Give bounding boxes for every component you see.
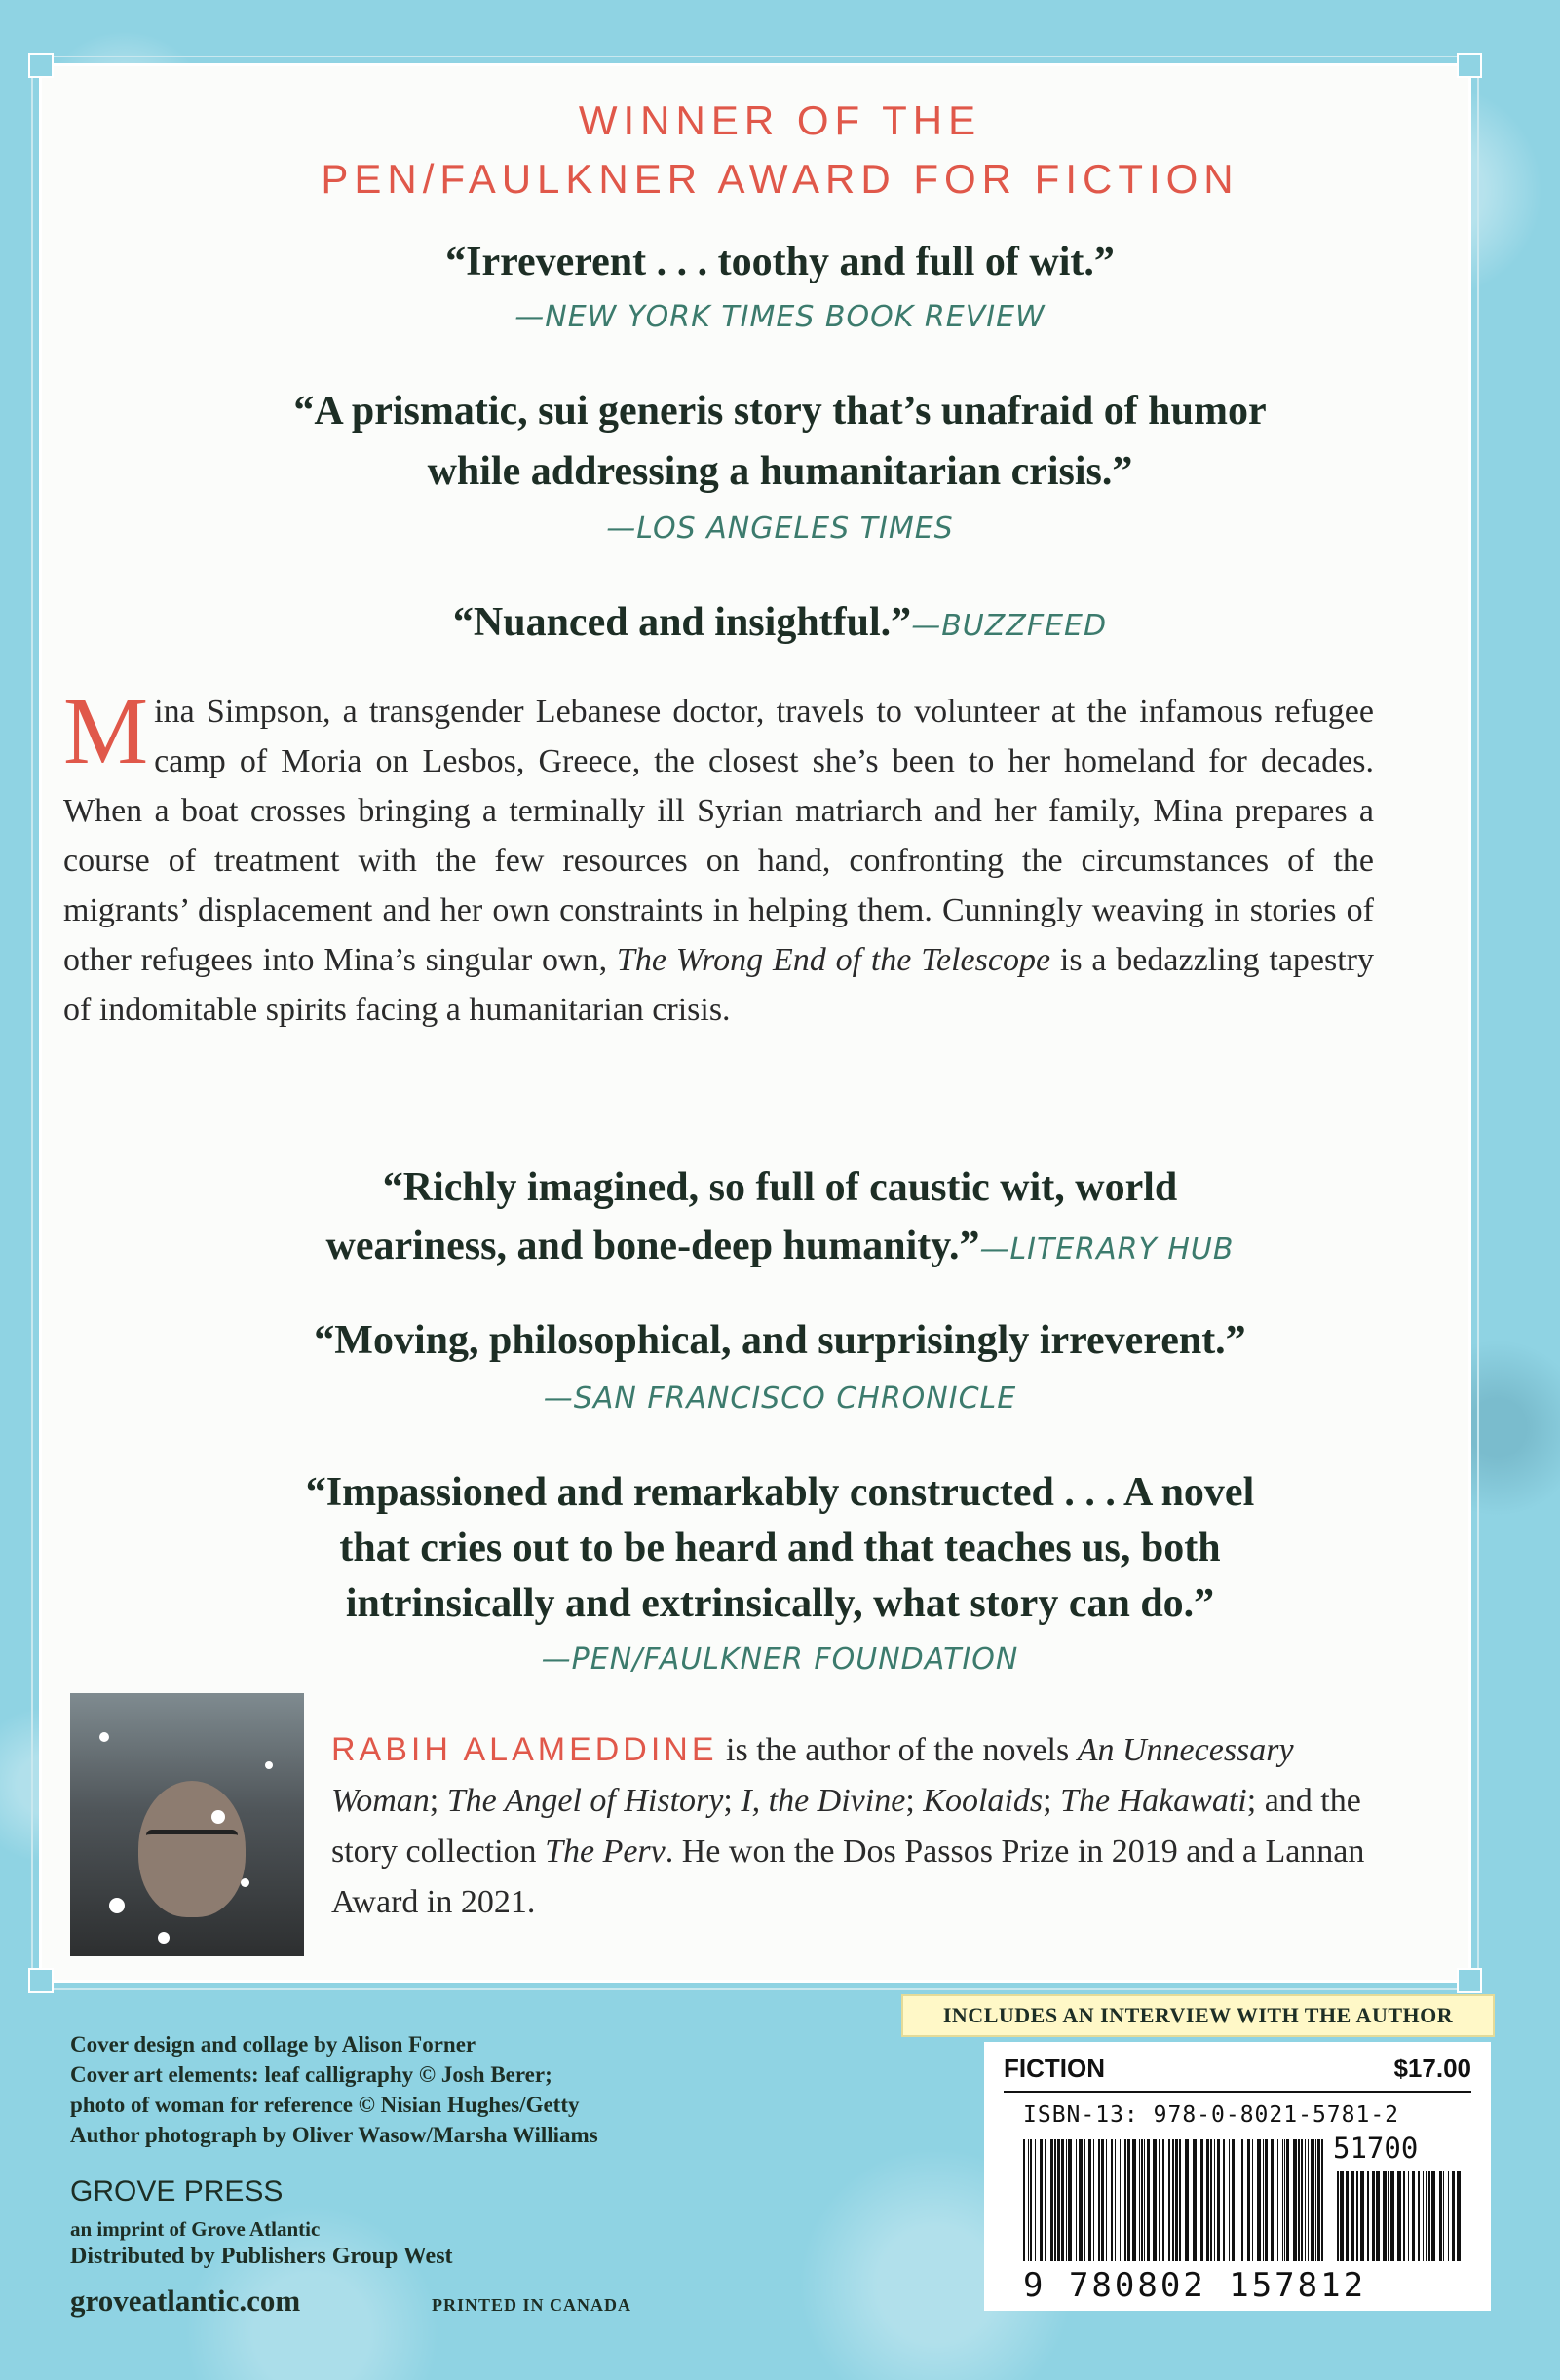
interview-badge: INCLUDES AN INTERVIEW WITH THE AUTHOR: [901, 1994, 1495, 2037]
drop-cap: M: [63, 679, 149, 784]
barcode-bar: [1200, 2139, 1203, 2261]
award-line-2: PEN/FAULKNER AWARD FOR FICTION: [321, 156, 1239, 202]
price-barcode-graphic: [1337, 2171, 1464, 2261]
bio-text: ; and the story collection: [331, 1783, 1361, 1870]
barcode-bar: [1040, 2139, 1043, 2261]
barcode-bar: [1079, 2139, 1083, 2261]
distributor: Distributed by Publishers Group West: [70, 2244, 453, 2269]
barcode-bar: [1179, 2139, 1181, 2261]
barcode-bar: [1214, 2139, 1215, 2261]
barcode-bar: [1035, 2139, 1036, 2261]
barcode-bar: [1141, 2139, 1143, 2261]
barcode-label: [984, 2042, 1491, 2311]
quote-source: —SAN FRANCISCO CHRONICLE: [543, 1381, 1017, 1416]
book-title: Koolaids: [923, 1783, 1044, 1819]
barcode-bar: [1050, 2139, 1053, 2261]
barcode-bar: [1367, 2171, 1369, 2261]
barcode-bar: [1084, 2139, 1085, 2261]
barcode-bar: [1210, 2139, 1212, 2261]
quote-source: —BUZZFEED: [911, 609, 1108, 643]
barcode-bar: [1284, 2139, 1285, 2261]
barcode-bar: [1124, 2139, 1126, 2261]
isbn: ISBN-13: 978-0-8021-5781-2: [1023, 2102, 1400, 2128]
barcode-bar: [1223, 2139, 1225, 2261]
bio-text: is the author of the novels: [717, 1732, 1078, 1768]
quote-source: —LITERARY HUB: [979, 1232, 1235, 1266]
barcode-bar: [1175, 2139, 1178, 2261]
barcode-bar: [1360, 2171, 1364, 2261]
barcode-bar: [1206, 2139, 1209, 2261]
barcode-bar: [1315, 2139, 1316, 2261]
quote-inline: [0, 1218, 1560, 1278]
quote-source: —LOS ANGELES TIMES: [606, 511, 954, 546]
barcode-bar: [1153, 2139, 1157, 2261]
bio-text: ;: [1043, 1783, 1061, 1819]
barcode-bar: [1147, 2139, 1150, 2261]
barcode-bar: [1448, 2171, 1449, 2261]
barcode-bar: [1111, 2139, 1113, 2261]
barcode-bar: [1397, 2171, 1401, 2261]
barcode-bar: [1311, 2139, 1314, 2261]
photo-light-dot: [99, 1732, 109, 1742]
barcode-bar: [1061, 2139, 1064, 2261]
book-title: The Wrong End of the Telescope: [616, 942, 1051, 978]
publisher-imprint: an imprint of Grove Atlantic: [70, 2217, 321, 2241]
barcode-bar: [1418, 2171, 1420, 2261]
barcode-bar: [1457, 2171, 1461, 2261]
barcode-bar: [1088, 2139, 1091, 2261]
barcode-bar: [1383, 2171, 1387, 2261]
description-text: ina Simpson, a transgender Lebanese doctor, travels to volunteer at the infamous refugee camp of Moria on Lesbos, Greece, the closest she’s been to her homeland for decades. When a boat crosses bringing a terminally ill Syrian matriarch and her family, Mina prepares a course of treatment with the few resources on hand, confronting the circumstances of the migrants’ displacement and her own constraints in helping them. Cunningly weaving in stories of other refugees into Mina’s singular own,: [63, 694, 1374, 978]
barcode-bar: [1120, 2139, 1121, 2261]
barcode-bar: [1452, 2171, 1455, 2261]
price-code: 51700: [1333, 2132, 1419, 2165]
quote-source: —PEN/FAULKNER FOUNDATION: [541, 1643, 1019, 1677]
barcode-bar: [1301, 2139, 1303, 2261]
barcode-bar: [1412, 2171, 1415, 2261]
author-bio: [331, 1724, 1384, 1928]
printed-in: PRINTED IN CANADA: [432, 2295, 632, 2315]
barcode-bar: [1308, 2139, 1309, 2261]
barcode-bar: [1340, 2171, 1344, 2261]
barcode-bar: [1229, 2139, 1230, 2261]
barcode-bar: [1232, 2139, 1235, 2261]
author-name: RABIH ALAMEDDINE: [331, 1731, 718, 1768]
book-title: The Perv: [545, 1833, 666, 1870]
barcode-bar: [1423, 2171, 1424, 2261]
barcode-bar: [1337, 2171, 1339, 2261]
book-title: The Hakawati: [1060, 1783, 1247, 1819]
barcode-bar: [1252, 2139, 1253, 2261]
barcode-bar: [1321, 2139, 1323, 2261]
quote-text: “Impassioned and remarkably constructed . . . A novel: [305, 1470, 1255, 1515]
barcode-bar: [1403, 2171, 1405, 2261]
barcode-bar: [1376, 2171, 1380, 2261]
barcode-bar: [1127, 2139, 1130, 2261]
quote-text: “Moving, philosophical, and surprisingly irreverent.”: [314, 1318, 1246, 1363]
barcode-bar: [1426, 2171, 1427, 2261]
quote-source: —NEW YORK TIMES BOOK REVIEW: [514, 300, 1046, 334]
barcode-bar: [1172, 2139, 1174, 2261]
barcode-bar: [1263, 2139, 1264, 2261]
barcode-bar: [1132, 2139, 1136, 2261]
cover-credits: [70, 2029, 947, 2150]
barcode-bar: [1185, 2139, 1189, 2261]
description-text: is a bedazzling tapestry of indomitable spirits facing a humanitarian crisis.: [63, 942, 1375, 1028]
photo-light-dot: [211, 1810, 225, 1824]
quote-text: “A prismatic, sui generis story that’s unafraid of humor: [293, 389, 1267, 434]
book-description: [63, 679, 1375, 1035]
barcode-bar: [1054, 2139, 1056, 2261]
barcode-bar: [1193, 2139, 1197, 2261]
barcode-bar: [1115, 2139, 1116, 2261]
divider: [1004, 2091, 1471, 2093]
quote-text: while addressing a humanitarian crisis.”: [427, 449, 1133, 494]
bio-text: ;: [429, 1783, 447, 1819]
barcode-bar: [1162, 2139, 1164, 2261]
price: $17.00: [1393, 2054, 1471, 2083]
barcode-graphic: [1023, 2139, 1327, 2261]
bio-text: ;: [905, 1783, 924, 1819]
quote-inline: [0, 594, 1560, 655]
book-title: An Unnecessary Woman: [331, 1732, 1294, 1819]
credit-line: Author photograph by Oliver Wasow/Marsha Williams: [70, 2123, 598, 2147]
photo-light-dot: [109, 1898, 125, 1913]
barcode-bar: [1068, 2139, 1072, 2261]
barcode-bar: [1428, 2171, 1430, 2261]
category: FICTION: [1004, 2054, 1105, 2083]
barcode-bar: [1431, 2171, 1435, 2261]
author-glasses: [146, 1830, 238, 1856]
credit-line: photo of woman for reference © Nisian Hughes/Getty: [70, 2093, 580, 2117]
credit-line: Cover design and collage by Alison Forner: [70, 2032, 476, 2057]
quote-text: intrinsically and extrinsically, what story can do.”: [345, 1581, 1215, 1626]
barcode-bar: [1277, 2139, 1278, 2261]
photo-light-dot: [158, 1932, 170, 1944]
barcode-bar: [1317, 2139, 1320, 2261]
corner-ornament: [28, 1968, 54, 1993]
barcode-bar: [1098, 2139, 1100, 2261]
barcode-bar: [1093, 2139, 1094, 2261]
barcode-bar: [1372, 2171, 1375, 2261]
barcode-bar: [1139, 2139, 1140, 2261]
photo-light-dot: [265, 1761, 273, 1769]
bio-text: ;: [723, 1783, 742, 1819]
quote-text: “Nuanced and insightful.”: [452, 600, 912, 645]
barcode-bar: [1439, 2171, 1442, 2261]
barcode-bar: [1356, 2171, 1358, 2261]
barcode-bar: [1076, 2139, 1077, 2261]
credit-line: Cover art elements: leaf calligraphy © Josh Berer;: [70, 2062, 552, 2087]
book-title: I, the Divine: [741, 1783, 906, 1819]
barcode-bar: [1265, 2139, 1268, 2261]
barcode-bar: [1305, 2139, 1306, 2261]
barcode-bar: [1159, 2139, 1160, 2261]
barcode-bar: [1346, 2171, 1349, 2261]
barcode-bar: [1023, 2139, 1025, 2261]
barcode-bar: [1388, 2171, 1389, 2261]
barcode-bar: [1101, 2139, 1104, 2261]
publisher-name: GROVE PRESS: [70, 2175, 284, 2208]
barcode-bar: [1293, 2139, 1297, 2261]
barcode-bar: [1282, 2139, 1283, 2261]
barcode-bar: [1057, 2139, 1060, 2261]
publisher-website: groveatlantic.com: [70, 2284, 301, 2318]
barcode-bar: [1351, 2171, 1354, 2261]
author-photo: [70, 1693, 304, 1956]
quote-text: “Richly imagined, so full of caustic wit, world: [382, 1165, 1178, 1210]
barcode-bar: [1443, 2171, 1444, 2261]
barcode-bar: [1066, 2139, 1067, 2261]
bio-text: . He won the Dos Passos Prize in 2019 and a Lannan Award in 2021.: [331, 1833, 1365, 1920]
ean-number: 9 780802 157812: [1023, 2266, 1367, 2305]
barcode-bar: [1144, 2139, 1145, 2261]
barcode-bar: [1247, 2139, 1250, 2261]
barcode-bar: [1028, 2139, 1029, 2261]
barcode-bar: [1286, 2139, 1289, 2261]
corner-ornament: [28, 53, 54, 78]
barcode-bar: [1106, 2139, 1107, 2261]
quote-text: “Irreverent . . . toothy and full of wit.”: [445, 240, 1115, 284]
barcode-bar: [1168, 2139, 1170, 2261]
book-title: The Angel of History: [446, 1783, 724, 1819]
barcode-bar: [1030, 2139, 1032, 2261]
quote-text: that cries out to be heard and that teaches us, both: [339, 1526, 1221, 1570]
corner-ornament: [1457, 1968, 1482, 1993]
barcode-bar: [1045, 2139, 1046, 2261]
barcode-bar: [1408, 2171, 1409, 2261]
barcode-bar: [1390, 2171, 1394, 2261]
category-price-row: [1004, 2054, 1471, 2084]
barcode-bar: [1298, 2139, 1300, 2261]
corner-ornament: [1457, 53, 1482, 78]
barcode-bar: [1241, 2139, 1243, 2261]
photo-light-dot: [241, 1878, 249, 1887]
barcode-bar: [1271, 2139, 1274, 2261]
quote-text: weariness, and bone-deep humanity.”: [325, 1224, 980, 1268]
barcode-bar: [1257, 2139, 1261, 2261]
barcode-bar: [1217, 2139, 1220, 2261]
award-line-1: WINNER OF THE: [578, 97, 982, 143]
